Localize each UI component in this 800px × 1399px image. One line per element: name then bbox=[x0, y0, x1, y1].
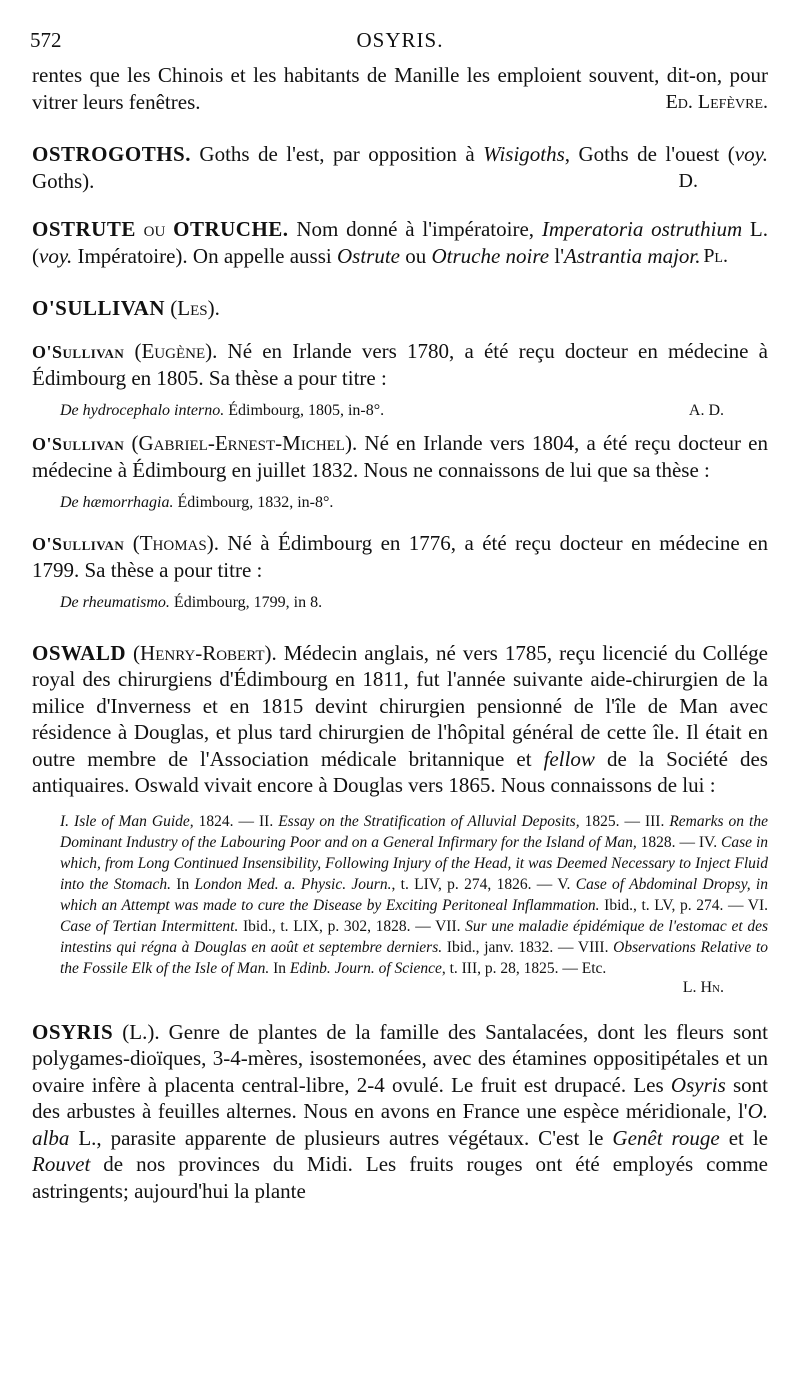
work-citation bbox=[32, 492, 768, 514]
bib-item: Observations Relative to the Fossile Elk of the Isle of Man. bbox=[60, 938, 769, 977]
entry-italic: Astrantia major. bbox=[563, 243, 701, 268]
entry-italic: Wisigoths bbox=[483, 142, 565, 166]
bib-sep: In bbox=[269, 959, 290, 977]
entry-italic: voy. bbox=[734, 142, 769, 166]
headword: OSWALD bbox=[32, 640, 127, 665]
entry-text: Nom donné à l'impératoire, bbox=[288, 217, 542, 241]
signature: Pl. bbox=[703, 244, 728, 267]
subentry-given-name: (Thomas). bbox=[124, 530, 219, 555]
intro-paragraph bbox=[32, 62, 768, 115]
headword: O'SULLIVAN bbox=[32, 296, 165, 320]
bib-item: Essay on the Stratification of Alluvial Deposits, bbox=[278, 812, 580, 830]
signature: Ed. Lefèvre. bbox=[665, 90, 768, 113]
bib-sep: 1824. — II. bbox=[193, 812, 279, 830]
bib-item: Case in which, from Long Continued Insensibility, Following Injury of the Head, it was Deemed Necessary to Inject Fluid into the Stomach. bbox=[60, 833, 769, 893]
entry-text: l' bbox=[549, 243, 564, 268]
page-number: 572 bbox=[30, 28, 62, 52]
bib-sep: , t. III, p. 28, 1825. — Etc. bbox=[441, 959, 607, 977]
bib-sep: In bbox=[170, 875, 195, 893]
bib-sep: Ibid., t. LV, p. 274. — VI. bbox=[599, 896, 768, 914]
entry-italic: Osyris bbox=[670, 1072, 726, 1097]
headword-variant: OTRUCHE. bbox=[173, 217, 289, 241]
entry-ostrute bbox=[32, 216, 768, 269]
entry-italic: O. alba bbox=[32, 1099, 768, 1150]
entry-text: Né en Irlande vers 1780, a été reçu docteur en médecine à Édimbourg en 1805. Sa thèse a pour titre : bbox=[32, 338, 768, 390]
entry-text: ou bbox=[399, 243, 432, 268]
entry-text: sont des arbustes à feuilles alternes. Nous en avons en France une espèce méridionale, l' bbox=[32, 1072, 768, 1123]
running-title: OSYRIS. bbox=[356, 28, 444, 52]
intro-text: rentes que les Chinois et les habitants de Manille les emploient souvent, dit-on, pour vitrer leurs fenêtres. bbox=[32, 63, 768, 114]
bib-journal: Edinb. Journ. of Science bbox=[289, 959, 442, 977]
headword: OSTROGOTHS. bbox=[32, 142, 191, 166]
entry-text: Goths de l'est, par opposition à bbox=[190, 142, 484, 166]
subentry-eugene bbox=[32, 338, 768, 392]
bib-item: Sur une maladie épidémique de l'estomac et des intestins qui régna à Douglas en août et septembre derniers. bbox=[60, 917, 768, 956]
bib-item: Remarks on the Dominant Industry of the Labouring Poor and on a General Infirmary for the Island of Man, bbox=[60, 812, 768, 851]
bib-item: Case of Tertian Intermittent. bbox=[60, 917, 239, 935]
subentry-name: O'Sullivan bbox=[32, 341, 125, 362]
headword: OSTRUTE bbox=[32, 217, 136, 241]
headword: OSYRIS bbox=[32, 1019, 114, 1044]
work-citation bbox=[32, 592, 768, 614]
signature: A. D. bbox=[688, 401, 724, 419]
headword-qualifier: (L.). bbox=[113, 1019, 160, 1044]
entry-text: Né en Irlande vers 1804, a été reçu docteur en médecine à Édimbourg en juillet 1832. Nous ne connaissons de lui que sa thèse : bbox=[32, 430, 768, 482]
entry-italic: Imperatoria ostruthium bbox=[541, 217, 743, 241]
subentry-gabriel bbox=[32, 430, 768, 484]
bib-item: I. Isle of Man Guide, bbox=[60, 812, 194, 830]
work-citation bbox=[32, 400, 768, 422]
signature: D. bbox=[678, 169, 698, 192]
work-title: De hydrocephalo interno. bbox=[60, 401, 225, 419]
entry-text: , Goths de l'ouest ( bbox=[564, 142, 735, 166]
bib-item: Case of Abdominal Dropsy, in which an Attempt was made to cure the Disease by Exciting Peritoneal Inflammation. bbox=[60, 875, 768, 914]
page-content bbox=[32, 62, 768, 1204]
entry-italic: Otruche noire bbox=[431, 243, 550, 268]
bib-sep: 1828. — IV. bbox=[636, 833, 722, 851]
entry-text: Médecin anglais, né vers 1785, reçu licencié du Collége royal des chirurgiens d'Édimbourg en 1811, fut l'année suivante aide-chirurgien de la milice d'Inverness et en 1815 devint chirurgien pensionné de l'île de Man avec résidence à Douglas, et plus tard chirurgien de l'hôpital général de cette île. Il était en outre membre de l'Association médicale britannique et bbox=[32, 640, 768, 771]
entry-text: Impératoire). On appelle aussi bbox=[72, 243, 337, 268]
entry-italic: Genêt rouge bbox=[612, 1125, 720, 1150]
bib-sep: Ibid., t. LIX, p. 302, 1828. — VII. bbox=[238, 917, 466, 935]
page-header bbox=[30, 28, 770, 58]
entry-text: de nos provinces du Midi. Les fruits rouges ont été employés comme astringents; aujourd'hui la plante bbox=[32, 1152, 768, 1203]
entry-osullivan bbox=[32, 295, 768, 322]
bib-sep: 1825. — III. bbox=[579, 812, 670, 830]
subentry-given-name: (Eugène). bbox=[124, 338, 218, 363]
entry-text: Né à Édimbourg en 1776, a été reçu docteur en médecine en 1799. Sa thèse a pour titre : bbox=[32, 530, 768, 582]
entry-italic: Rouvet bbox=[32, 1152, 91, 1176]
subentry-name: O'Sullivan bbox=[32, 433, 125, 454]
headword-qualifier: (Les). bbox=[165, 296, 220, 320]
headword-conjunction: ou bbox=[135, 217, 174, 241]
work-details: Édimbourg, 1799, in 8. bbox=[169, 593, 323, 611]
entry-italic: Ostrute bbox=[336, 243, 400, 268]
entry-text: et le bbox=[719, 1125, 768, 1150]
work-details: Édimbourg, 1805, in-8°. bbox=[224, 401, 385, 419]
entry-osyris bbox=[32, 1019, 768, 1205]
work-title: De hæmorrhagia. bbox=[60, 493, 174, 511]
entry-text: Genre de plantes de la famille des Santalacées, dont les fleurs sont polygames-dioïques, 3-4-mères, isostemonées, avec des étamines oppositipétales et un ovaire infère à placenta central-libre, 2-4 ovulé. Le fruit est drupacé. Les bbox=[32, 1019, 768, 1097]
entry-italic: fellow bbox=[543, 746, 595, 771]
work-title: De rheumatismo. bbox=[60, 593, 170, 611]
entry-ostrogoths bbox=[32, 141, 768, 194]
signature: L. Hn. bbox=[682, 978, 724, 996]
entry-text: Goths). bbox=[32, 168, 95, 193]
entry-italic: voy. bbox=[39, 243, 73, 268]
entry-text: L. ( bbox=[32, 217, 769, 268]
subentry-thomas bbox=[32, 530, 768, 584]
subentry-given-name: (Gabriel-Ernest-Michel). bbox=[124, 430, 358, 455]
bibliography bbox=[32, 811, 768, 979]
bib-sep: Ibid., janv. 1832. — VIII. bbox=[442, 938, 614, 956]
bib-journal: London Med. a. Physic. Journ. bbox=[194, 875, 392, 893]
entry-text: L., parasite apparente de plusieurs autres végétaux. C'est le bbox=[69, 1125, 613, 1150]
entry-oswald bbox=[32, 640, 768, 799]
headword-given-name: (Henry-Robert). bbox=[126, 640, 277, 665]
work-details: Édimbourg, 1832, in-8°. bbox=[173, 493, 334, 511]
bib-sep: , t. LIV, p. 274, 1826. — V. bbox=[391, 875, 576, 893]
entry-text: de la Société des antiquaires. Oswald vivait encore à Douglas vers 1865. Nous connaissons de lui : bbox=[32, 746, 768, 797]
subentry-name: O'Sullivan bbox=[32, 533, 125, 554]
